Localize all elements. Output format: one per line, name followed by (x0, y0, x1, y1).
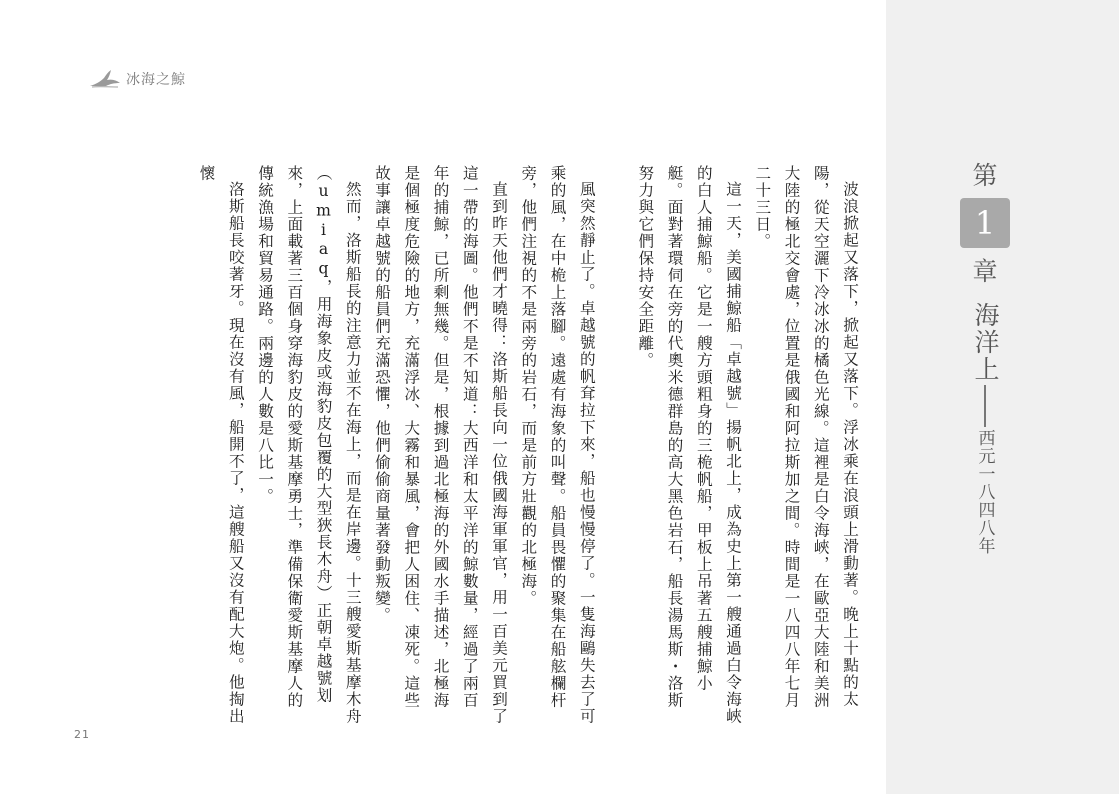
chapter-number: 1 (974, 204, 996, 242)
chapter-body-text (74, 165, 864, 725)
whale-tail-logo-icon (88, 68, 122, 90)
paragraph-3: 風突然靜止了。卓越號的帆耷拉下來，船也慢慢停了。一隻海鷗失去了可乘的風，在中桅上落腳。遠處有海象的叫聲。船員畏懼的聚集在船舷欄杆旁，他們注視的不是兩旁的岩石，而是前方壯觀的北極海。 (519, 165, 596, 725)
chapter-subtitle: 西元一八四八年 (974, 429, 995, 555)
chapter-number-box (960, 198, 1010, 248)
page-number: 21 (74, 728, 90, 741)
title-rule (984, 385, 986, 427)
book-title: 冰海之鯨 (126, 72, 186, 88)
paragraph-5: 然而，洛斯船長的注意力並不在海上，而是在岸邊。十三艘愛斯基摩木舟（umiaq，用海象皮或海豹皮包覆的大型狹長木舟）正朝卓越號划來，上面載著三百個身穿海豹皮的愛斯基摩勇士，準備保衛愛斯基摩人的傳統漁場和貿易通路。兩邊的人數是八比一。 (256, 165, 362, 725)
chapter-label-top: 第 (972, 161, 998, 190)
chapter-panel (886, 0, 1119, 794)
running-header (88, 66, 186, 92)
chapter-title: 海洋上 (971, 302, 1000, 383)
paragraph-2: 這一天，美國捕鯨船「卓越號」揚帆北上，成為史上第一艘通過白令海峽的白人捕鯨船。它是一艘方頭粗身的三桅帆船，甲板上吊著五艘捕鯨小艇。面對著環伺在旁的代奧米德群島的高大黑色岩石，船長湯馬斯・洛斯努力與它們保持安全距離。 (636, 165, 742, 725)
paragraph-4: 直到昨天他們才曉得：洛斯船長向一位俄國海軍軍官，用一百美元買到了這一帶的海圖。他們不是不知道：大西洋和太平洋的鯨數量，經過了兩百年的捕鯨，已所剩無幾。但是，根據到過北極海的外國水手描述，北極海是個極度危險的地方，充滿浮冰、大霧和暴風，會把人困住、凍死。這些故事讓卓越號的船員們充滿恐懼，他們偷偷商量著發動叛變。 (373, 165, 508, 725)
paragraph-6: 洛斯船長咬著牙。現在沒有風，船開不了，這艘船又沒有配大炮。他掏出懷 (197, 165, 245, 725)
chapter-heading (957, 160, 1013, 555)
paragraph-1: 波浪掀起又落下，掀起又落下。浮冰乘在浪頭上滑動著。晚上十點的太陽，從天空灑下冷冰冰的橘色光線。這裡是白令海峽，在歐亞大陸和美洲大陸的極北交會處，位置是俄國和阿拉斯加之間。時間是一八四八年七月二十三日。 (753, 165, 859, 709)
chapter-label-bottom: 章 (972, 257, 998, 286)
